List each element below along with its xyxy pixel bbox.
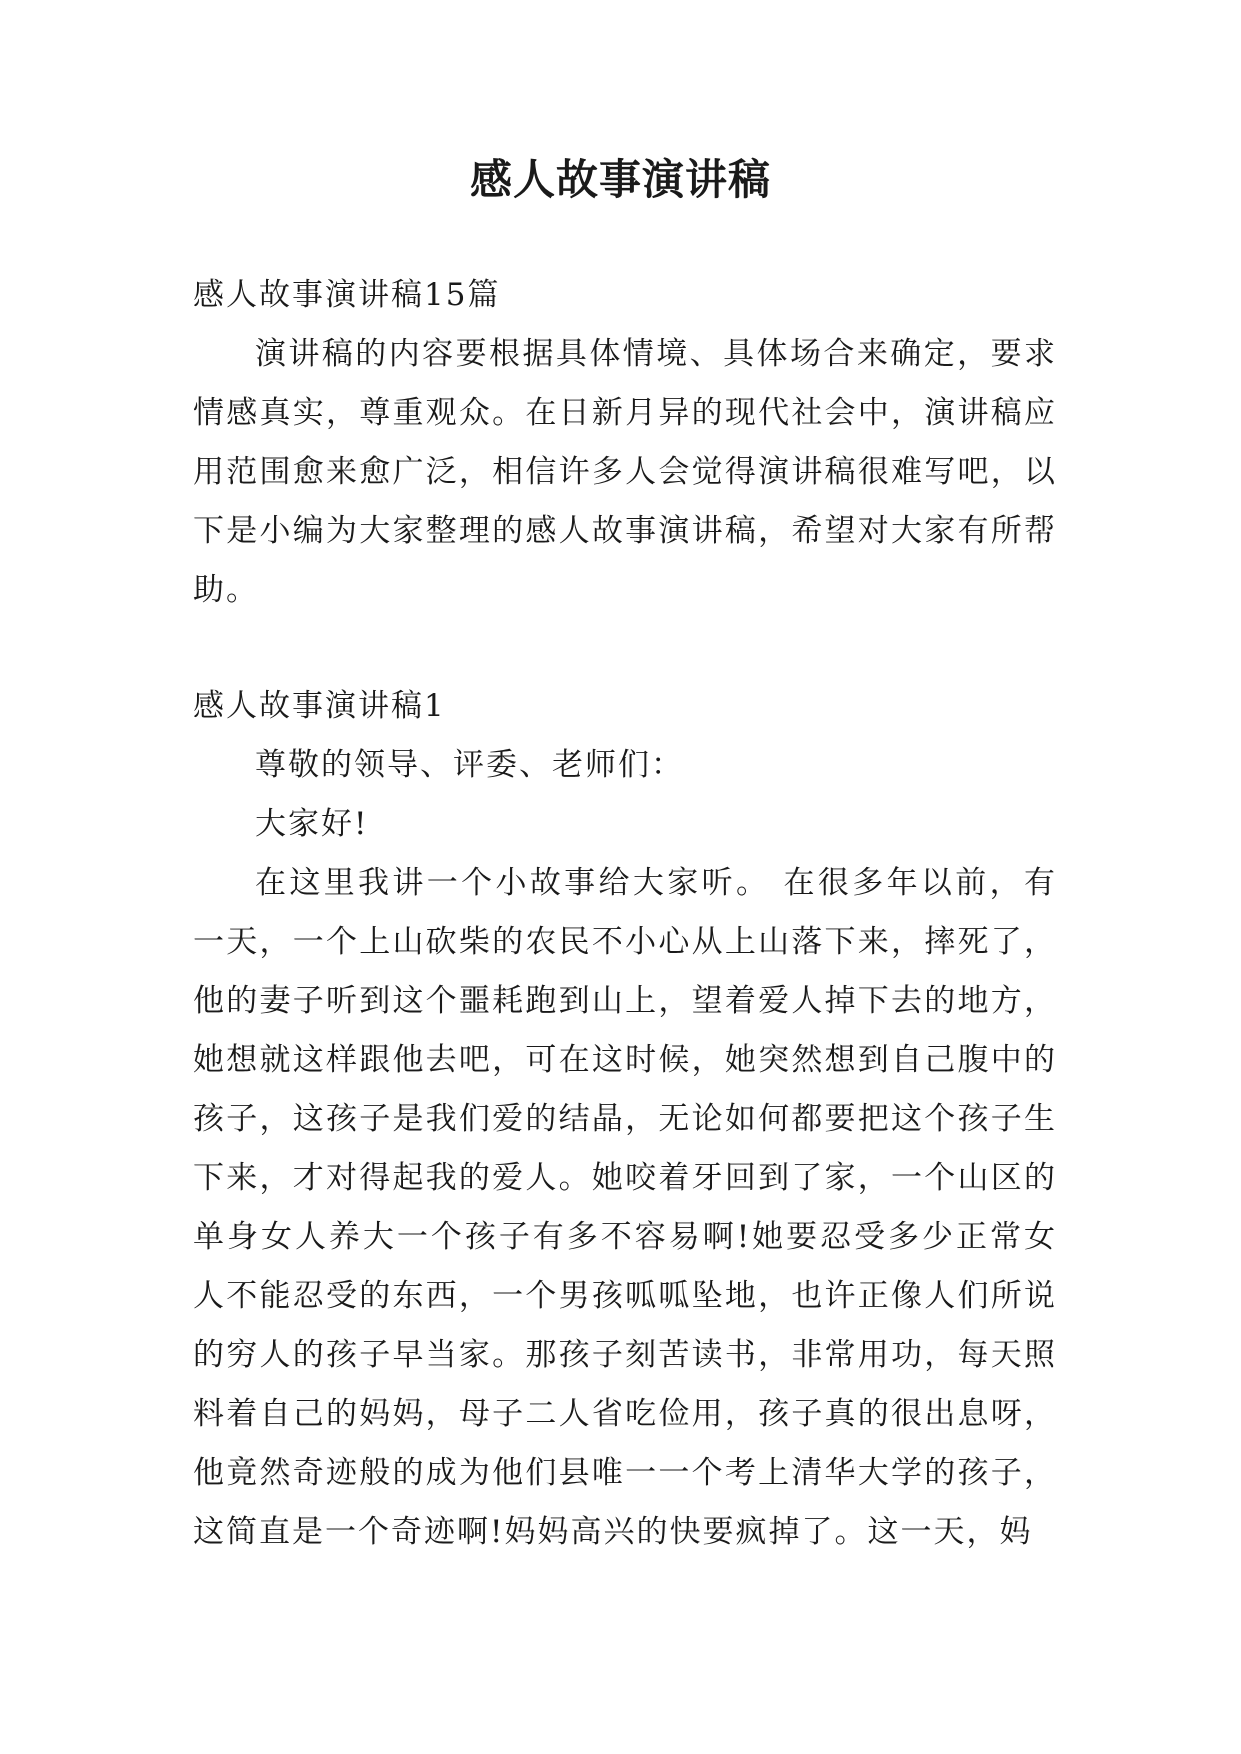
intro-paragraph: 演讲稿的内容要根据具体情境、具体场合来确定，要求情感真实，尊重观众。在日新月异的现代社会中，演讲稿应用范围愈来愈广泛，相信许多人会觉得演讲稿很难写吧，以下是小编为大家整理的感人故事演讲稿，希望对大家有所帮助。 <box>193 336 1057 608</box>
greeting-line: 尊敬的领导、评委、老师们： <box>255 747 684 783</box>
section-gap <box>193 620 1057 677</box>
document-title: 感人故事演讲稿 <box>469 155 771 204</box>
story-paragraph: 在这里我讲一个小故事给大家听。 在很多年以前，有一天，一个上山砍柴的农民不小心从上山落下来，摔死了，他的妻子听到这个噩耗跑到山上，望着爱人掉下去的地方，她想就这样跟他去吧，可在这时候，她突然想到自己腹中的孩子，这孩子是我们爱的结晶，无论如何都要把这个孩子生下来，才对得起我的爱人。她咬着牙回到了家，一个山区的单身女人养大一个孩子有多不容易啊!她要忍受多少正常女人不能忍受的东西，一个男孩呱呱坠地，也许正像人们所说的穷人的孩子早当家。那孩子刻苦读书，非常用功，每天照料着自己的妈妈，母子二人省吃俭用，孩子真的很出息呀，他竟然奇迹般的成为他们县唯一一个考上清华大学的孩子，这简直是一个奇迹啊!妈妈高兴的快要疯掉了。这一天，妈 <box>193 865 1057 1550</box>
subtitle: 感人故事演讲稿15篇 <box>193 277 501 313</box>
hello-line: 大家好! <box>255 806 369 842</box>
section-heading: 感人故事演讲稿1 <box>193 688 446 724</box>
document-body <box>193 266 1057 1562</box>
